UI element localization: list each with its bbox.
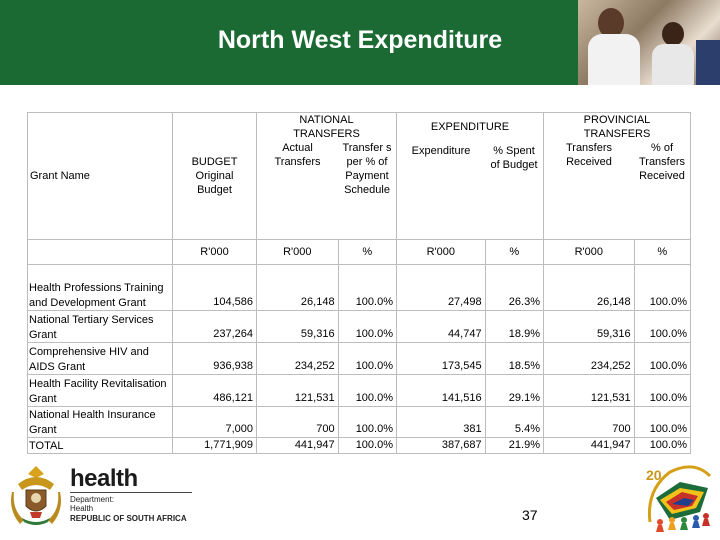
table-row [28, 407, 691, 438]
table-cell: 237,264 [173, 311, 257, 343]
table-row [28, 265, 691, 311]
units-blank-cell [28, 240, 173, 265]
20-years-freedom-logo [640, 460, 716, 536]
actual-transfers-label: Actual Transfers [274, 142, 321, 168]
country-label: REPUBLIC OF SOUTH AFRICA [70, 514, 187, 523]
pct-transfers-label: % of Transfers Received [638, 142, 686, 182]
total-row [28, 438, 691, 454]
national-group-label: NATIONAL TRANSFERS [293, 114, 360, 140]
table-cell: 936,938 [173, 343, 257, 375]
svg-text:20: 20 [646, 467, 662, 483]
transfers-received-label: Transfers Received [565, 142, 613, 168]
department-label [70, 495, 114, 513]
grant-name-cell: Comprehensive HIV and AIDS Grant [28, 343, 173, 375]
total-cell: 441,947 [544, 438, 635, 454]
table-cell: 381 [397, 407, 486, 438]
table-cell: 26.3% [485, 265, 543, 311]
table-cell: 100.0% [338, 343, 396, 375]
table-cell: 173,545 [397, 343, 486, 375]
unit-cell: R'000 [173, 240, 257, 265]
total-cell: 441,947 [257, 438, 339, 454]
table-cell: 100.0% [634, 375, 690, 407]
table-cell: 700 [257, 407, 339, 438]
grant-name-header: Grant Name [28, 113, 173, 240]
transfer-pct-label: Transfer s per % of Payment Schedule [342, 142, 392, 196]
table-cell: 100.0% [634, 343, 690, 375]
expenditure-header [397, 113, 544, 240]
table-cell: 100.0% [338, 311, 396, 343]
table-cell: 100.0% [338, 265, 396, 311]
header-row [28, 113, 691, 240]
table-cell: 26,148 [544, 265, 635, 311]
table-cell: 100.0% [338, 375, 396, 407]
grant-name-cell: National Tertiary Services Grant [28, 311, 173, 343]
unit-cell: % [338, 240, 396, 265]
expenditure-table [27, 112, 691, 454]
table-cell: 121,531 [544, 375, 635, 407]
unit-cell: R'000 [397, 240, 486, 265]
table-row [28, 375, 691, 407]
provincial-transfers-header [544, 113, 691, 240]
unit-cell: R'000 [544, 240, 635, 265]
budget-group-label: BUDGET [191, 156, 238, 168]
health-workers-photo [578, 0, 720, 85]
page-number: 37 [522, 507, 538, 523]
table-cell: 18.9% [485, 311, 543, 343]
unit-cell: % [634, 240, 690, 265]
table-cell: 26,148 [257, 265, 339, 311]
table-cell: 104,586 [173, 265, 257, 311]
total-cell: 1,771,909 [173, 438, 257, 454]
total-cell: 100.0% [338, 438, 396, 454]
table-cell: 234,252 [544, 343, 635, 375]
department-line-2: Health [70, 504, 94, 513]
table-cell: 100.0% [634, 407, 690, 438]
table-row [28, 343, 691, 375]
table-cell: 100.0% [634, 265, 690, 311]
table-cell: 121,531 [257, 375, 339, 407]
logo-divider [70, 492, 192, 493]
grant-name-cell: Health Facility Revitalisation Grant [28, 375, 173, 407]
total-cell: 21.9% [485, 438, 543, 454]
total-cell: 100.0% [634, 438, 690, 454]
unit-cell: % [485, 240, 543, 265]
expenditure-group-label: EXPENDITURE [430, 121, 510, 133]
national-transfers-header [257, 113, 397, 240]
table-cell: 29.1% [485, 375, 543, 407]
original-budget-label: Original Budget [195, 170, 234, 196]
table-cell: 27,498 [397, 265, 486, 311]
table-cell: 59,316 [257, 311, 339, 343]
expenditure-label: Expenditure [411, 145, 471, 157]
budget-header [173, 113, 257, 240]
table-cell: 486,121 [173, 375, 257, 407]
table-cell: 234,252 [257, 343, 339, 375]
table-row [28, 311, 691, 343]
page-title: North West Expenditure [217, 26, 503, 54]
table-cell: 7,000 [173, 407, 257, 438]
table-cell: 700 [544, 407, 635, 438]
grant-name-cell: Health Professions Training and Development Grant [28, 265, 173, 311]
total-label: TOTAL [28, 438, 173, 454]
health-logo-text: health [70, 465, 138, 492]
table-cell: 59,316 [544, 311, 635, 343]
table-cell: 141,516 [397, 375, 486, 407]
unit-cell: R'000 [257, 240, 339, 265]
table-cell: 100.0% [338, 407, 396, 438]
table-cell: 100.0% [634, 311, 690, 343]
table-cell: 44,747 [397, 311, 486, 343]
grant-name-cell: National Health Insurance Grant [28, 407, 173, 438]
table-cell: 18.5% [485, 343, 543, 375]
table-cell: 5.4% [485, 407, 543, 438]
pct-spent-label: % Spent of Budget [490, 145, 538, 171]
total-cell: 387,687 [397, 438, 486, 454]
department-line-1: Department: [70, 495, 115, 504]
coat-of-arms-icon [10, 462, 62, 528]
provincial-group-label: PROVINCIAL TRANSFERS [583, 114, 651, 140]
units-row [28, 240, 691, 265]
